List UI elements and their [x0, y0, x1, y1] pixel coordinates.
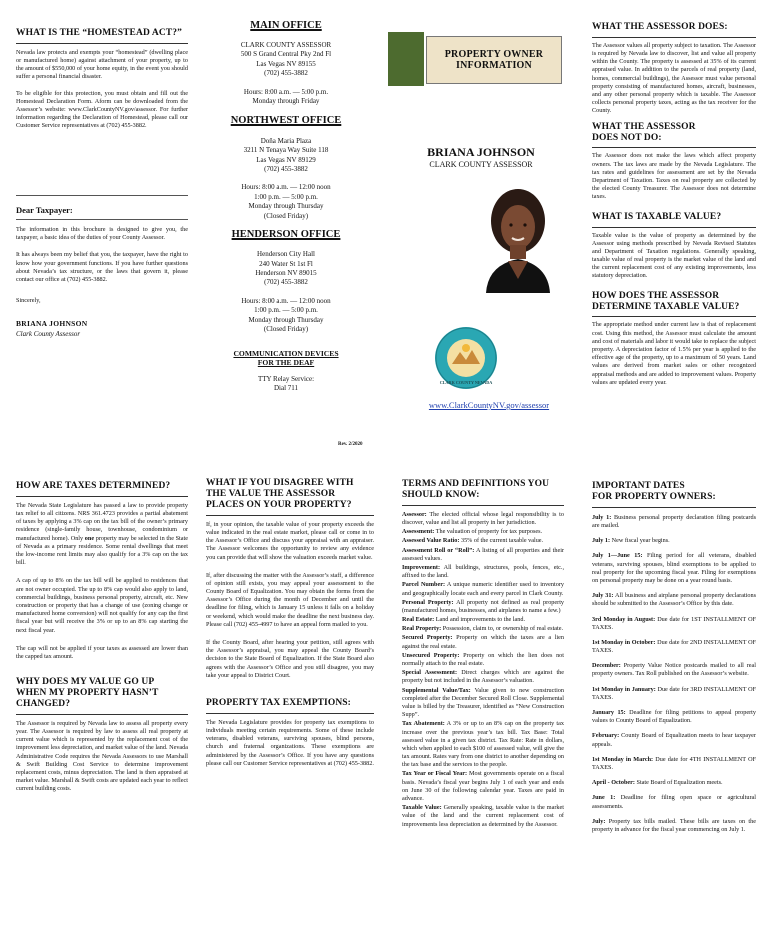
henderson-office-line-3: Henderson NV 89015 — [255, 269, 317, 277]
divider — [16, 43, 188, 44]
date-label: July: — [592, 817, 606, 825]
term-definition: All buildings, structures, pools, fences, etc., affixed to the land. — [402, 563, 564, 580]
date-label: December: — [592, 662, 621, 670]
portrait-image — [480, 183, 556, 293]
panel-cover — [338, 18, 580, 458]
divider — [206, 515, 374, 516]
value-up-title-3: CHANGED? — [16, 698, 71, 709]
disagree-para-2: If, after discussing the matter with the Assessor’s staff, a difference of opinion still exists, you may appeal your assessment to the County Board of Equalization. You may obtain the forms from the Assessor’s Office during the month of December and until the deadline for filing, which is January 15 unless it falls on a holiday or weekend, which would make the deadline the next business day. Please call (702) 455-4997 to have an appeal form mailed to you. — [206, 571, 374, 628]
divider — [592, 316, 756, 317]
value-up-title-2: WHEN MY PROPERTY HASN’T — [16, 688, 159, 699]
term-item — [402, 537, 564, 545]
date-description: Due date for 2ND INSTALLMENT OF TAXES. — [592, 638, 756, 655]
term-item — [402, 625, 564, 633]
main-office-hours-1: Hours: 8:00 a.m. — 5:00 p.m. — [243, 87, 329, 96]
term-item — [402, 581, 564, 597]
divider — [16, 496, 188, 497]
term-item — [402, 547, 564, 563]
dates-list — [592, 514, 756, 834]
term-definition: Generally speaking, taxable value is the market value of the land and the current replacement cost of improvements less depreciation as determined by the Assessor. — [402, 804, 564, 828]
henderson-office-phone: (702) 455-3882 — [264, 278, 308, 287]
date-label: July 1: — [592, 513, 612, 521]
terms-list — [402, 511, 564, 829]
date-item — [592, 732, 756, 748]
taxes-title: HOW ARE TAXES DETERMINED? — [16, 481, 171, 491]
panel-disagree — [206, 478, 374, 768]
homestead-para-2: To be eligible for this protection, you must obtain and fill out the Homestead Declaration Form. Aform can be downloaded from the Assessor’s website: www.ClarkCountyNV.gov/assessor. For further information regarding the Declaration of Homestead, please call our Customer Service representatives at (702) 455-3882. — [16, 89, 188, 130]
main-office-line-1: CLARK COUNTY ASSESSOR — [240, 41, 332, 49]
term-label: Assessor: — [402, 510, 427, 518]
divider — [16, 219, 188, 220]
date-label: 1st Monday in October: — [592, 638, 656, 646]
date-description: Deadline for filing petitions to appeal property values to County Board of Equalization. — [592, 709, 756, 725]
main-office-hours-2: Monday through Friday — [252, 97, 320, 106]
cover-website-link[interactable]: www.ClarkCountyNV.gov/assessor — [428, 400, 550, 410]
homestead-para-1: Nevada law protects and exempts your “homestead” (dwelling place or manufactured home) against attachment of your property, up to the amount of $550,000 of your home equity, in the event you should suffer a personal financial disaster. — [16, 48, 188, 81]
assessor-portrait — [480, 183, 556, 293]
term-label: Assessed Value Ratio: — [402, 537, 460, 545]
term-item — [402, 511, 564, 527]
term-label: Special Assessment: — [402, 669, 458, 677]
term-definition: Value given to new construction completed after the December Secured Roll Close. Supplemental value is billed by the Treasurer, identified as “New Construction Supp”. — [402, 686, 564, 719]
determine-title-1: HOW DOES THE ASSESSOR — [592, 290, 720, 301]
northwest-office-hours-1: Hours: 8:00 a.m. — 12:00 noon — [241, 183, 331, 192]
cover-title-box — [426, 36, 562, 84]
term-label: Supplemental Value/Tax: — [402, 686, 471, 694]
assessor-does-title: WHAT THE ASSESSOR DOES: — [592, 22, 728, 32]
date-description: Business personal property declaration filing postcards are mailed. — [592, 513, 756, 530]
date-item — [592, 779, 756, 787]
disagree-para-1: If, in your opinion, the taxable value of your property exceeds the value indicated in the real estate market, please call or come in to the Assessor’s Office and discuss your appraisal with an appraiser. The Assessor welcomes the opportunity to review any evidence you can provide that will show the valuation exceeds market value. — [206, 520, 374, 561]
dates-title-1: IMPORTANT DATES — [592, 481, 685, 491]
letter-signer-name: BRIANA JOHNSON — [16, 319, 88, 329]
letter-para-2: It has always been my belief that you, the taxpayer, have the right to know how your government functions. If you have further questions about Nevada’s tax structure, or the laws that govern it, please contact our office at (702) 455-3882. — [16, 251, 188, 283]
main-office-line-2: 500 S Grand Central Pky 2nd Fl — [240, 50, 332, 59]
date-label: June 1: — [592, 794, 616, 802]
term-item — [402, 599, 564, 615]
term-label: Improvement: — [402, 563, 441, 571]
term-label: Unsecured Property: — [402, 651, 460, 659]
disagree-para-3: If the County Board, after hearing your petition, still agrees with the Assessor’s appraisal, you may appeal the County Board’s decision to the State Board of Equalization. If the State Board also agrees with the Assessor’s Office and you still disagree, you may take your appeal to District Court. — [206, 639, 374, 679]
northwest-office-line-2: 3211 N Tenaya Way Suite 118 — [243, 146, 329, 155]
date-label: 3rd Monday in August: — [592, 615, 656, 623]
term-label: Tax Year or Fiscal Year: — [402, 770, 468, 778]
main-office-title: MAIN OFFICE — [250, 20, 322, 31]
date-description: Due date for 1ST INSTALLMENT OF TAXES. — [592, 615, 756, 631]
taxes-para-2: A cap of up to 8% on the tax bill will be applied to residences that are not owner occupied. The up to 8% cap would also apply to land, commercial buildings, business personal property, aircraft, etc. New construction or property that has a change of use (zoning change or manufactured home conversion) will not qualify for any cap the first fiscal year but will receive the 3% or up to an 8% cap starting the next fiscal year. — [16, 577, 188, 634]
date-label: February: — [592, 732, 620, 740]
date-description: Due date for 3RD INSTALLMENT OF TAXES. — [592, 685, 756, 701]
term-definition: Direct charges which are against the property but not included in the Assessor’s valuation. — [402, 669, 565, 685]
cover-name: BRIANA JOHNSON — [427, 145, 535, 159]
taxes-para-1c: property may be selected in the State of Nevada as a primary residence. Some rental dwellings that meet the low-income rent limits may also qualify for a 3% cap on the tax bill. — [16, 534, 188, 567]
henderson-office-line-1: Henderson City Hall — [257, 250, 315, 259]
panel-homestead — [16, 28, 188, 131]
term-definition: A unique numeric identifier used to inventory and geographically locate each and every parcel in Clark County. — [402, 581, 564, 597]
term-item — [402, 616, 564, 624]
date-item — [592, 662, 756, 678]
date-description: Property Value Notice postcards mailed to all real property owners. Tax Roll published on the Assessor’s website. — [592, 662, 756, 678]
term-definition: A 3% or up to an 8% cap on the property tax increase over the previous year’s tax bill. Tax Base: Total assessed value in a given tax district. Tax Rate: Rate in dollars, which when applied to each $100 of assessed value, will give the tax amount. Rates vary from one district to another depending on the tax base and the services to the people. — [402, 720, 564, 769]
date-label: January 15: — [592, 709, 626, 717]
assessor-not-title-2: DOES NOT DO: — [592, 132, 662, 143]
taxable-value-para: Taxable value is the value of property as determined by the Assessor using methods prescribed by Nevada Revised Statutes and Department of Taxation regulations. Generally speaking, taxable value of real property is the market value of the land and the current replacement cost of any existing improvements, less statutory depreciation. — [592, 231, 756, 280]
term-label: Parcel Number: — [402, 581, 445, 589]
taxes-para-1a: The Nevada State Legislature has passed a law to provide property tax relief to all citizens. NRS 361.4723 provides a partial abatement of taxes by applying a 3% cap on the tax bill of the owner’s primary residence (single-family house, townhouse, condominium or manufactured home). Only — [16, 501, 188, 542]
henderson-office-hours-2: 1:00 p.m. — 5:00 p.m. — [254, 306, 318, 315]
letter-signer-role: Clark County Assessor — [16, 330, 81, 339]
term-definition: Land and improvements to the land. — [434, 616, 526, 624]
date-item — [592, 794, 756, 810]
letter-greeting: Dear Taxpayer: — [16, 205, 73, 215]
date-description: State Board of Equalization meets. — [634, 779, 723, 787]
term-definition: All property not defined as real property (manufactured homes, businesses, and airplanes to name a few.) — [402, 598, 565, 614]
date-description: Deadline for filing open space or agricultural assessments. — [592, 794, 756, 810]
disagree-title-3: PLACES ON YOUR PROPERTY? — [206, 499, 352, 510]
revision-label: Rev. 2/2020 — [338, 442, 363, 447]
term-definition: 35% of the current taxable value. — [459, 537, 544, 545]
deaf-line-1: TTY Relay Service: — [257, 374, 315, 383]
divider — [206, 713, 374, 714]
date-item — [592, 756, 756, 772]
term-item — [402, 669, 564, 685]
date-item — [592, 818, 756, 834]
divider — [16, 714, 188, 715]
term-item — [402, 720, 564, 769]
divider — [592, 37, 756, 38]
date-description: Filing period for all veterans, disabled veterans, surviving spouses, blind exemptions to be applied to real property for the upcoming fiscal year. Filing for exemptions on personal property may be done on a year round basis. — [592, 552, 756, 584]
date-item — [592, 552, 756, 585]
date-description: Property tax bills mailed. These bills are taxes on the property in advance for the fiscal year commencing on July 1. — [592, 817, 756, 833]
main-office-line-3: Las Vegas NV 89155 — [256, 59, 316, 68]
date-description: County Board of Equalization meets to hear taxpayer appeals. — [592, 732, 756, 748]
divider — [402, 505, 564, 506]
northwest-office-title: NORTHWEST OFFICE — [230, 114, 342, 126]
divider — [592, 507, 756, 508]
seal-text: CLARK COUNTY NEVADA — [439, 380, 493, 385]
term-definition: A listing of all properties and their assessed values. — [402, 546, 564, 562]
date-item — [592, 709, 756, 725]
term-item — [402, 687, 564, 720]
panel-letter — [16, 195, 188, 338]
assessor-not-para: The Assessor does not make the laws which affect property owners. The tax laws are made by the Nevada Legislature. The tax rates and guidelines for assessment are set by the Nevada Department of Taxation. Taxes on real property are collected by the elected County Treasurer. The Assessor does not determine taxes. — [592, 152, 756, 201]
date-label: 1st Monday in March: — [592, 755, 654, 763]
panel-dates — [592, 481, 756, 841]
date-label: April - October: — [592, 779, 635, 787]
term-label: Secured Property: — [402, 634, 453, 642]
letter-para-1: The information in this brochure is designed to give you, the taxpayer, a basic idea of the duties of your County Assessor. — [16, 226, 188, 242]
term-label: Real Property: — [402, 625, 442, 633]
value-up-para: The Assessor is required by Nevada law to assess all property every year. The Assessor is required by law to assess all real property at current value which is represented by the replacement cost of the improvement less depreciation, and market value of the land. Nevada Administrative Code requires the Nevada Assessors to use Marshall & Swift Building Cost Service to determine improvement replacement costs, minus depreciation. The land is then appraised at market value. Marshall & Swift costs are updated each year to reflect current building costs. — [16, 719, 188, 793]
date-description: All business and airplane personal property declarations should be submitted to the Assessor’s Office by this date. — [592, 592, 756, 608]
date-item — [592, 537, 756, 545]
cover-green-bar — [388, 32, 424, 86]
term-definition: Most governments operate on a fiscal basis. Nevada’s fiscal year begins July 1 of each year and ends on June 30 of the following calendar year. Taxes are paid in advance. — [402, 770, 564, 803]
dates-title-2: FOR PROPERTY OWNERS: — [592, 491, 716, 502]
henderson-office-hours-3: Monday through Thursday — [248, 315, 324, 324]
northwest-office-hours-2: 1:00 p.m. — 5:00 p.m. — [254, 192, 318, 201]
main-office-phone: (702) 455-3882 — [264, 69, 308, 78]
cover-title-2: INFORMATION — [456, 60, 532, 71]
date-item — [592, 639, 756, 655]
disagree-title-2: THE VALUE THE ASSESSOR — [206, 488, 336, 499]
taxes-para-1b: one — [84, 534, 95, 542]
term-item — [402, 564, 564, 580]
northwest-office-phone: (702) 455-3882 — [264, 164, 308, 173]
deaf-title-1: COMMUNICATION DEVICES — [233, 348, 339, 358]
term-label: Assessment Roll or “Roll”: — [402, 546, 475, 554]
date-item — [592, 686, 756, 702]
term-item — [402, 652, 564, 668]
date-item — [592, 592, 756, 608]
term-label: Tax Abatement: — [402, 720, 445, 728]
date-label: July 1: — [592, 537, 611, 545]
term-label: Taxable Value: — [402, 804, 442, 812]
letter-closing: Sincerely, — [16, 297, 41, 305]
county-seal-icon — [434, 326, 498, 390]
term-definition: Possession, claim to, or ownership of real estate. — [441, 625, 564, 633]
henderson-office-hours-4: (Closed Friday) — [263, 325, 309, 334]
date-label: July 1—June 15: — [592, 552, 643, 560]
term-item — [402, 804, 564, 829]
panel-assessor — [592, 22, 756, 387]
term-item — [402, 770, 564, 803]
term-label: Personal Property: — [402, 598, 454, 606]
henderson-office-line-2: 240 Water St 1st Fl — [259, 259, 313, 268]
divider — [16, 195, 188, 196]
northwest-office-hours-3: Monday through Thursday — [248, 202, 324, 211]
term-label: Real Estate: — [402, 616, 435, 624]
exemptions-title: PROPERTY TAX EXEMPTIONS: — [206, 697, 351, 708]
taxable-value-title: WHAT IS TAXABLE VALUE? — [592, 211, 722, 222]
divider — [592, 227, 756, 228]
term-definition: Property on which the taxes are a lien against the real estate. — [402, 634, 564, 650]
northwest-office-hours-4: (Closed Friday) — [263, 211, 309, 220]
northwest-office-line-3: Las Vegas NV 89129 — [256, 155, 316, 164]
panel-terms — [402, 479, 564, 830]
disagree-title-1: WHAT IF YOU DISAGREE WITH — [206, 478, 354, 488]
deaf-title-2: FOR THE DEAF — [257, 357, 315, 367]
homestead-title: WHAT IS THE “HOMESTEAD ACT?” — [16, 28, 182, 38]
term-item — [402, 634, 564, 650]
term-definition: Property on which the lien does not normally attach to the real estate. — [402, 651, 564, 668]
term-label: Assessment: — [402, 528, 435, 536]
northwest-office-line-1: Doña Maria Plaza — [260, 136, 312, 145]
assessor-does-para: The Assessor values all property subject to taxation. The Assessor is required by Nevada law to discover, list and value all property within the County. The property is assessed at 35% of its current appraised value. In addition to the parcels of real property (land, homes, commercial buildings), the Assessor must value personal property consisting of manufactured homes, aircraft, businesses, and any other personal property which is taxable. The Assessor collects personal property taxes, acting as the tax receiver for the County. — [592, 41, 756, 115]
henderson-office-title: HENDERSON OFFICE — [231, 229, 341, 241]
term-definition: The valuation of property for tax purposes. — [434, 528, 543, 536]
term-item — [402, 528, 564, 536]
panel-taxes — [16, 481, 188, 794]
terms-title-1: TERMS AND DEFINITIONS YOU — [402, 479, 550, 489]
date-description: New fiscal year begins. — [610, 537, 670, 545]
terms-title-2: SHOULD KNOW: — [402, 489, 480, 500]
deaf-line-2: Dial 711 — [273, 384, 299, 393]
cover-role: CLARK COUNTY ASSESSOR — [429, 160, 533, 169]
taxes-para-3: The cap will not be applied if your taxes as assessed are lower than the capped tax amount. — [16, 644, 188, 660]
henderson-office-hours-1: Hours: 8:00 a.m. — 12:00 noon — [241, 296, 331, 305]
exemptions-para: The Nevada Legislature provides for property tax exemptions to individuals meeting certain requirements. Some of these include veterans, disabled veterans, surviving spouses, blind persons, church and fraternal organizations. These exemptions are administered by the Assessor’s Office. If you have any questions please call our Customer Service representatives at (702) 455-3882. — [206, 718, 374, 767]
date-label: 1st Monday in January: — [592, 685, 656, 693]
divider — [592, 147, 756, 148]
determine-para: The appropriate method under current law is that of replacement cost. Using this method, the Assessor must calculate the amount and cost of materials and labor it would take to replace the subject property. A depreciation factor of 1.5% per year is applied to the effective age of the property, up to a maximum of 50 years. Land values are derived from market sales or other recognized appraisal methods and are added to improvement values. Property values are updated every year. — [592, 321, 756, 386]
date-item — [592, 514, 756, 530]
cover-title-1: PROPERTY OWNER — [444, 49, 544, 60]
term-definition: The elected official whose legal responsibility is to discover, value and list all property in her jurisdiction. — [402, 510, 564, 527]
date-item — [592, 616, 756, 632]
determine-title-2: DETERMINE TAXABLE VALUE? — [592, 301, 740, 312]
date-label: July 31: — [592, 592, 614, 600]
value-up-title-1: WHY DOES MY VALUE GO UP — [16, 677, 155, 688]
assessor-not-title-1: WHAT THE ASSESSOR — [592, 121, 696, 132]
taxes-para-1 — [16, 502, 188, 568]
panel-offices — [204, 20, 368, 394]
date-description: Due date for 4TH INSTALLMENT OF TAXES. — [592, 755, 757, 771]
